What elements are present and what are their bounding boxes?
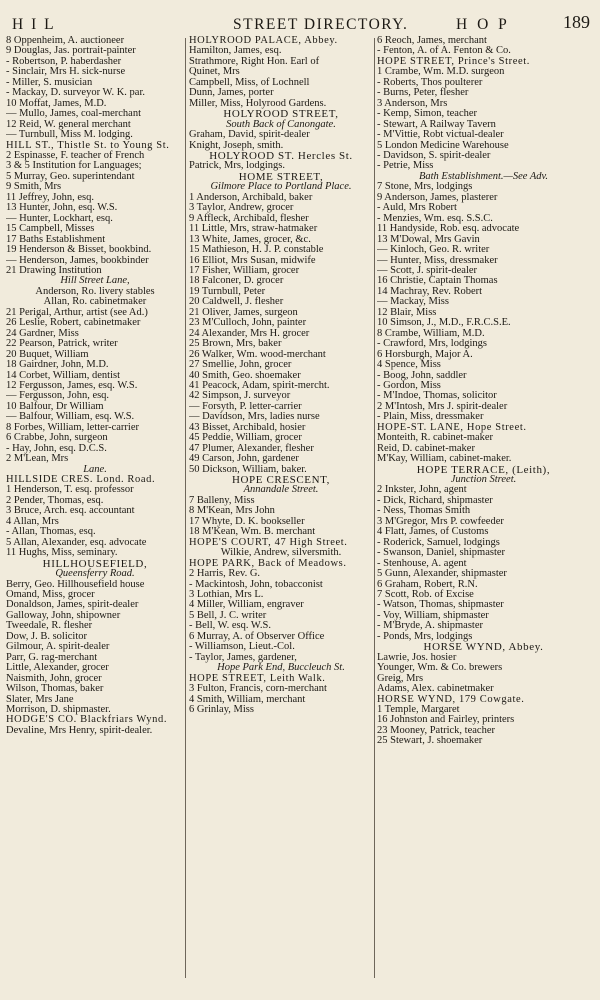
directory-entry: 18 Gairdner, John, M.D.	[6, 359, 109, 371]
directory-entry: 6 Reoch, James, merchant	[377, 36, 487, 46]
directory-entry: 19 Turnbull, Peter	[189, 285, 266, 297]
street-heading: HOPE STREET, Prince's Street.	[377, 55, 530, 67]
directory-entry: 17 Baths Establishment	[6, 233, 106, 245]
directory-entry: 17 Whyte, D. K. bookseller	[189, 515, 305, 527]
directory-entry: Devaline, Mrs Henry, spirit-dealer.	[6, 724, 153, 736]
directory-entry: - Swanson, Daniel, shipmaster	[377, 547, 506, 559]
street-heading: HOME STREET,	[238, 170, 324, 183]
header-right-guide: H O P	[456, 16, 510, 33]
directory-entry: 5 Allan, Alexander, esq. advocate	[6, 536, 147, 548]
directory-entry: — Mullo, James, coal-merchant	[6, 108, 142, 120]
directory-entry: — Mackay, Miss	[377, 296, 449, 308]
directory-entry: 6 Murray, A. of Observer Office	[189, 630, 325, 642]
directory-entry: Wilkie, Andrew, silversmith.	[220, 547, 342, 559]
directory-entry: 12 Reid, W. general merchant	[6, 118, 131, 130]
directory-entry: 11 Little, Mrs, straw-hatmaker	[189, 223, 318, 235]
directory-entry: 6 Horsburgh, Major A.	[377, 348, 473, 360]
directory-entry: 42 Simpson, J. surveyor	[189, 390, 291, 402]
directory-entry: 11 Hughs, Miss, seminary.	[6, 547, 118, 559]
directory-entry: 49 Carson, John, gardener	[189, 453, 299, 465]
directory-entry: M'Kay, William, cabinet-maker.	[377, 453, 512, 465]
directory-entry: Omand, Miss, grocer	[6, 589, 95, 601]
directory-entry: 2 Pender, Thomas, esq.	[6, 494, 104, 506]
directory-entry: 21 Drawing Institution	[6, 264, 102, 276]
directory-entry: Greig, Mrs	[377, 672, 424, 684]
directory-entry: 5 Bell, J. C. writer	[189, 609, 267, 621]
directory-entry: 5 Murray, Geo. superintendant	[6, 170, 135, 182]
directory-entry: 4 Flatt, James, of Customs	[377, 526, 489, 538]
directory-entry: - M'Indoe, Thomas, solicitor	[377, 390, 497, 402]
street-heading: HOPE STREET, Leith Walk.	[189, 672, 326, 684]
directory-entry: 8 Forbes, William, letter-carrier	[6, 421, 139, 433]
directory-entry: Adams, Alex. cabinetmaker	[377, 683, 494, 695]
directory-entry: 3 & 5 Institution for Languages;	[6, 160, 142, 172]
directory-entry: — Forsyth, P. letter-carrier	[189, 400, 302, 412]
page-number: 189	[563, 12, 590, 32]
directory-entry: - Fenton, A. of A. Fenton & Co.	[377, 45, 511, 57]
directory-entry: Donaldson, James, spirit-dealer	[6, 599, 139, 611]
directory-entry: 20 Buquet, William	[6, 348, 89, 360]
directory-entry: 50 Dickson, William, baker.	[189, 463, 307, 475]
directory-entry: Little, Alexander, grocer	[6, 662, 109, 674]
directory-entry: 45 Peddie, William, grocer	[189, 432, 302, 444]
directory-entry: 3 Taylor, Andrew, grocer	[189, 202, 294, 214]
directory-entry: - Gordon, Miss	[377, 379, 441, 391]
directory-entry: - Roberts, Thos poulterer	[377, 76, 483, 88]
directory-entry: - Ponds, Mrs, lodgings	[377, 630, 473, 642]
column-rule-left	[185, 38, 186, 978]
street-heading: HOLYROOD STREET,	[223, 108, 339, 121]
directory-entry: — Hunter, Miss, dressmaker	[377, 254, 498, 266]
directory-entry: 13 White, James, grocer, &c.	[189, 233, 311, 245]
directory-entry: 47 Plumer, Alexander, flesher	[189, 442, 314, 454]
directory-entry: Allan, Ro. cabinetmaker	[43, 296, 147, 308]
directory-entry: - Roderick, Samuel, lodgings	[377, 536, 500, 548]
street-heading: HOPE PARK, Back of Meadows.	[189, 557, 347, 569]
directory-entry: 6 Grinlay, Miss	[189, 704, 254, 715]
directory-entry: - Kemp, Simon, teacher	[377, 108, 478, 120]
directory-entry: - Petrie, Miss	[377, 160, 434, 172]
directory-entry: 40 Smith, Geo. shoemaker	[189, 369, 301, 381]
directory-entry: 3 Lothian, Mrs L.	[189, 589, 264, 601]
directory-entry: 7 Stone, Mrs, lodgings	[377, 181, 473, 193]
directory-entry: 16 Elliot, Mrs Susan, midwife	[189, 254, 316, 266]
directory-entry: - Allan, Thomas, esq.	[6, 526, 96, 538]
directory-entry: 24 Alexander, Mrs H. grocer	[189, 327, 310, 339]
running-header	[8, 10, 590, 36]
street-heading: HOLYROOD PALACE, Abbey.	[189, 36, 338, 46]
directory-entry: Anderson, Ro. livery stables	[35, 285, 155, 297]
directory-entry: Gilmore Place to Portland Place.	[210, 181, 352, 193]
directory-entry: 4 Allan, Mrs	[6, 515, 59, 527]
directory-entry: 1 Temple, Margaret	[377, 704, 460, 715]
directory-entry: 2 M'Intosh, Mrs J. spirit-dealer	[377, 400, 508, 412]
directory-entry: Queensferry Road.	[55, 568, 135, 580]
directory-entry: 13 M'Dowal, Mrs Gavin	[377, 233, 480, 245]
directory-entry: 26 Walker, Wm. wood-merchant	[189, 348, 326, 360]
directory-entry: 9 Affleck, Archibald, flesher	[189, 212, 309, 224]
street-heading: HODGE'S CO. Blackfriars Wynd.	[6, 714, 168, 726]
directory-entry: 4 Spence, Miss	[377, 359, 441, 371]
directory-entry: — Balfour, William, esq. W.S.	[6, 411, 135, 423]
street-heading: HILL ST., Thistle St. to Young St.	[6, 139, 170, 151]
directory-entry: Monteith, R. cabinet-maker	[377, 432, 494, 444]
directory-entry: - Mackintosh, John, tobacconist	[189, 578, 323, 590]
directory-entry: — Henderson, James, bookbinder	[6, 254, 149, 266]
directory-entry: Dow, J. B. solicitor	[6, 630, 87, 642]
directory-entry: Reid, D. cabinet-maker	[377, 442, 475, 454]
directory-entry: 9 Anderson, James, plasterer	[377, 191, 498, 203]
directory-entry: 16 Johnston and Fairley, printers	[377, 714, 515, 726]
directory-entry: 17 Fisher, William, grocer	[189, 264, 300, 276]
directory-entry: 8 Oppenheim, A. auctioneer	[6, 36, 125, 46]
street-heading: HORSE WYND, 179 Cowgate.	[377, 693, 525, 705]
directory-entry: 7 Scott, Rob. of Excise	[377, 589, 474, 601]
directory-entry: Slater, Mrs Jane	[6, 693, 74, 705]
directory-entry: - Crawford, Mrs, lodgings	[377, 338, 487, 350]
directory-entry: 15 Campbell, Misses	[6, 223, 95, 235]
directory-entry: - Auld, Mrs Robert	[377, 202, 457, 214]
directory-entry: Strathmore, Right Hon. Earl of	[189, 55, 320, 67]
street-heading: HOPE'S COURT, 47 High Street.	[189, 536, 348, 548]
directory-entry: - Boog, John, saddler	[377, 369, 467, 381]
directory-entry: 12 Blair, Miss	[377, 306, 437, 318]
directory-entry: Knight, Joseph, smith.	[189, 139, 284, 151]
directory-entry: 3 Bruce, Arch. esq. accountant	[6, 505, 135, 517]
directory-entry: 1 Anderson, Archibald, baker	[189, 191, 313, 203]
directory-entry: 26 Leslie, Robert, cabinetmaker	[6, 317, 141, 329]
directory-entry: 2 Harris, Rev. G.	[189, 568, 261, 580]
street-heading: HOPE TERRACE, (Leith),	[416, 463, 551, 476]
column-rule-right	[374, 38, 375, 978]
directory-entry: - M'Bryde, A. shipmaster	[377, 620, 484, 632]
directory-entry: 11 Jeffrey, John, esq.	[6, 191, 94, 203]
directory-entry: - Hay, John, esq. D.C.S.	[6, 442, 107, 454]
directory-entry: 27 Smellie, John, grocer	[189, 359, 292, 371]
directory-entry: 6 Crabbe, John, surgeon	[6, 432, 108, 444]
directory-entry: Bath Establishment.—See Adv.	[418, 170, 549, 182]
directory-entry: Quinet, Mrs	[189, 66, 240, 78]
directory-entry: Parr, G. rag-merchant	[6, 651, 98, 663]
directory-entry: 18 Falconer, D. grocer	[189, 275, 284, 287]
street-heading: HORSE WYND, Abbey.	[423, 641, 544, 654]
directory-entry: 21 Perigal, Arthur, artist (see Ad.)	[6, 306, 148, 318]
directory-entry: — Fergusson, John, esq.	[6, 390, 110, 402]
directory-entry: Miller, Miss, Holyrood Gardens.	[189, 97, 327, 109]
directory-entry: Hill Street Lane,	[60, 275, 130, 287]
street-heading: HOPE-ST. LANE, Hope Street.	[377, 421, 527, 433]
directory-entry: - Williamson, Lieut.-Col.	[189, 641, 295, 653]
street-heading: HILLHOUSEFIELD,	[42, 557, 148, 570]
directory-entry: 14 Machray, Rev. Robert	[377, 285, 483, 297]
street-heading: HOPE CRESCENT,	[231, 474, 331, 487]
directory-entry: 5 Gunn, Alexander, shipmaster	[377, 568, 507, 580]
directory-entry: 24 Gardner, Miss	[6, 327, 79, 339]
directory-entry: 41 Peacock, Adam, spirit-mercht.	[189, 379, 330, 391]
directory-entry: Tweedale, R. flesher	[6, 620, 93, 632]
directory-entry: - Plain, Miss, dressmaker	[377, 411, 484, 423]
directory-entry: Annandale Street.	[243, 484, 319, 496]
directory-entry: - Taylor, James, gardener,	[189, 651, 297, 663]
directory-entry: 15 Mathieson, H. J. P. constable	[189, 244, 324, 256]
directory-entry: Berry, Geo. Hillhousefield house	[6, 578, 145, 590]
directory-entry: Gilmour, A. spirit-dealer	[6, 641, 110, 653]
directory-entry: - Bell, W. esq. W.S.	[189, 620, 271, 632]
directory-entry: - Ness, Thomas Smith	[377, 505, 471, 517]
directory-entry: - Voy, William, shipmaster	[377, 609, 489, 621]
directory-entry: - Robertson, P. haberdasher	[6, 55, 122, 67]
directory-entry: 20 Caldwell, J. flesher	[189, 296, 284, 308]
directory-entry: 3 Fulton, Francis, corn-merchant	[189, 683, 327, 695]
directory-entry: - Davidson, S. spirit-dealer	[377, 149, 491, 161]
directory-entry: 6 Graham, Robert, R.N.	[377, 578, 478, 590]
directory-entry: 2 Espinasse, F. teacher of French	[6, 149, 145, 161]
column-right	[377, 36, 590, 990]
directory-entry: - Menzies, Wm. esq. S.S.C.	[377, 212, 493, 224]
directory-entry: — Kinloch, Geo. R. writer	[377, 244, 490, 256]
directory-entry: South Back of Canongate.	[226, 118, 336, 130]
directory-entry: 4 Miller, William, engraver	[189, 599, 304, 611]
directory-entry: Junction Street.	[450, 474, 517, 486]
directory-entry: 14 Corbet, William, dentist	[6, 369, 120, 381]
street-heading: HILLSIDE CRES. Lond. Road.	[6, 474, 156, 486]
directory-entry: 21 Oliver, James, surgeon	[189, 306, 298, 318]
directory-entry: Patrick, Mrs, lodgings.	[189, 160, 285, 172]
directory-entry: 3 M'Gregor, Mrs P. cowfeeder	[377, 515, 504, 527]
directory-entry: 25 Brown, Mrs, baker	[189, 338, 282, 350]
directory-entry: Galloway, John, shipowner	[6, 609, 121, 621]
directory-entry: 9 Douglas, Jas. portrait-painter	[6, 45, 136, 57]
directory-entry: 4 Smith, William, merchant	[189, 693, 306, 705]
directory-entry: - Sinclair, Mrs H. sick-nurse	[6, 66, 126, 78]
directory-entry: 2 Inkster, John, agent	[377, 484, 467, 496]
directory-entry: 19 Henderson & Bisset, bookbind.	[6, 244, 152, 256]
directory-entry: Lane.	[83, 463, 107, 475]
directory-entry: Hope Park End, Buccleuch St.	[217, 662, 345, 674]
directory-entry: 8 M'Kean, Mrs John	[189, 505, 275, 517]
directory-entry: - Stewart, A Railway Tavern	[377, 118, 496, 130]
directory-entry: 18 M'Kean, Wm. B. merchant	[189, 526, 316, 538]
directory-entry: - Watson, Thomas, shipmaster	[377, 599, 504, 611]
directory-entry: 7 Balleny, Miss	[189, 494, 255, 506]
directory-entry: Naismith, John, grocer	[6, 672, 102, 684]
directory-entry: — Scott, J. spirit-dealer	[377, 264, 478, 276]
directory-entry: 43 Bisset, Archibald, hosier	[189, 421, 306, 433]
directory-entry: 12 Fergusson, James, esq. W.S.	[6, 379, 138, 391]
directory-entry: — Hunter, Lockhart, esq.	[6, 212, 113, 224]
directory-entry: 9 Smith, Mrs	[6, 181, 62, 193]
directory-entry: Wilson, Thomas, baker	[6, 683, 104, 695]
directory-entry: 5 London Medicine Warehouse	[377, 139, 509, 151]
directory-entry: 23 M'Culloch, John, painter	[189, 317, 307, 329]
column-middle	[189, 36, 373, 990]
directory-entry: 8 Crambe, William, M.D.	[377, 327, 485, 339]
header-left-guide: H I L	[12, 16, 56, 33]
directory-entry: - M'Vittie, Robt victual-dealer	[377, 129, 504, 141]
directory-entry: 22 Pearson, Patrick, writer	[6, 338, 118, 350]
directory-entry: - Burns, Peter, flesher	[377, 87, 469, 99]
directory-entry: 1 Crambe, Wm. M.D. surgeon	[377, 66, 505, 78]
directory-entry: Hamilton, James, esq.	[189, 45, 282, 57]
directory-entry: 13 Hunter, John, esq. W.S.	[6, 202, 118, 214]
directory-entry: Campbell, Miss, of Lochnell	[189, 76, 310, 88]
directory-entry: 1 Henderson, T. esq. professor	[6, 484, 134, 496]
directory-entry: 10 Balfour, Dr William	[6, 400, 104, 412]
directory-entry: Morrison, D. shipmaster.	[6, 704, 111, 715]
street-heading: HOLYROOD ST. Hercles St.	[209, 149, 353, 162]
directory-entry: 16 Christie, Captain Thomas	[377, 275, 498, 287]
directory-entry: Lawrie, Jos. hosier	[377, 651, 457, 663]
directory-entry: - Dick, Richard, shipmaster	[377, 494, 493, 506]
directory-entry: Graham, David, spirit-dealer	[189, 129, 310, 141]
directory-entry: 10 Simson, J., M.D., F.R.C.S.E.	[377, 317, 511, 329]
directory-entry: Dunn, James, porter	[189, 87, 274, 99]
column-left	[6, 36, 184, 990]
directory-entry: - Mackay, D. surveyor W. K. par.	[6, 87, 145, 99]
directory-entry: 23 Mooney, Patrick, teacher	[377, 724, 495, 736]
directory-entry: 25 Stewart, J. shoemaker	[377, 735, 483, 747]
directory-entry: 11 Handyside, Rob. esq. advocate	[377, 223, 520, 235]
directory-entry: 10 Moffat, James, M.D.	[6, 97, 107, 109]
header-title: STREET DIRECTORY.	[233, 16, 409, 33]
directory-entry: — Turnbull, Miss M. lodging.	[6, 129, 133, 141]
directory-entry: 2 M'Lean, Mrs	[6, 453, 69, 465]
directory-entry: Younger, Wm. & Co. brewers	[377, 662, 503, 674]
directory-entry: - Stenhouse, A. agent	[377, 557, 467, 569]
directory-entry: — Davidson, Mrs, ladies nurse	[189, 411, 320, 423]
directory-entry: 3 Anderson, Mrs	[377, 97, 448, 109]
directory-entry: - Miller, S. musician	[6, 76, 93, 88]
